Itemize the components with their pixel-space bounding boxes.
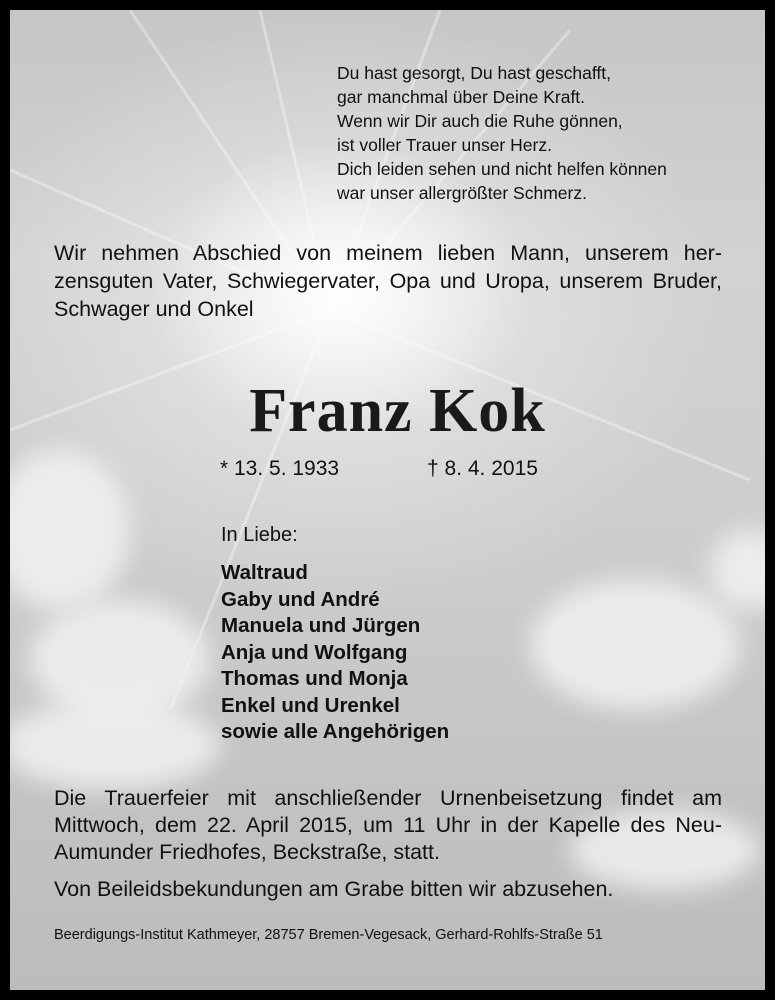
mourner-name: Anja und Wolfgang xyxy=(221,640,408,664)
poem-line: Dich leiden sehen und nicht helfen können xyxy=(337,159,667,179)
cloud-right xyxy=(530,580,740,710)
mourner-name: Manuela und Jürgen xyxy=(221,614,421,637)
mourners-list xyxy=(221,560,449,746)
poem-line: gar manchmal über Deine Kraft. xyxy=(337,87,586,107)
cloud-left-bottom xyxy=(0,700,220,790)
poem-line: Wenn wir Dir auch die Ruhe gönnen, xyxy=(337,111,623,131)
poem-line: war unser allergrößter Schmerz. xyxy=(337,183,587,203)
poem xyxy=(337,61,667,205)
mourners-heading: In Liebe: xyxy=(221,524,298,546)
ceremony-details: Die Trauerfeier mit anschließender Urnenbeisetzung findet am Mittwoch, dem 22. April 2015, um 11 Uhr in der Kapelle des Neu-Aumunder Friedhofes, Beckstraße, statt. xyxy=(54,786,722,864)
mourner-name: Waltraud xyxy=(221,561,308,584)
deceased-name: Franz Kok xyxy=(249,377,546,445)
poem-line: Du hast gesorgt, Du hast geschafft, xyxy=(337,63,612,83)
condolence-note: Von Beileidsbekundungen am Grabe bitten wir abzusehen. xyxy=(54,877,614,901)
farewell-intro: Wir nehmen Abschied von meinem lieben Mann, unserem her-zensguten Vater, Schwiegervater, Opa und Uropa, unserem Bruder, Schwager und Onkel xyxy=(54,241,722,321)
mourner-name: sowie alle Angehörigen xyxy=(221,720,450,743)
funeral-home-info: Beerdigungs-Institut Kathmeyer, 28757 Bremen-Vegesack, Gerhard-Rohlfs-Straße 51 xyxy=(54,927,603,943)
mourner-name: Enkel und Urenkel xyxy=(221,693,400,717)
death-date: † 8. 4. 2015 xyxy=(427,457,538,480)
mourner-name: Gaby und André xyxy=(221,587,380,611)
poem-line: ist voller Trauer unser Herz. xyxy=(337,135,552,155)
mourner-name: Thomas und Monja xyxy=(221,667,408,690)
birth-date: * 13. 5. 1933 xyxy=(220,457,340,480)
